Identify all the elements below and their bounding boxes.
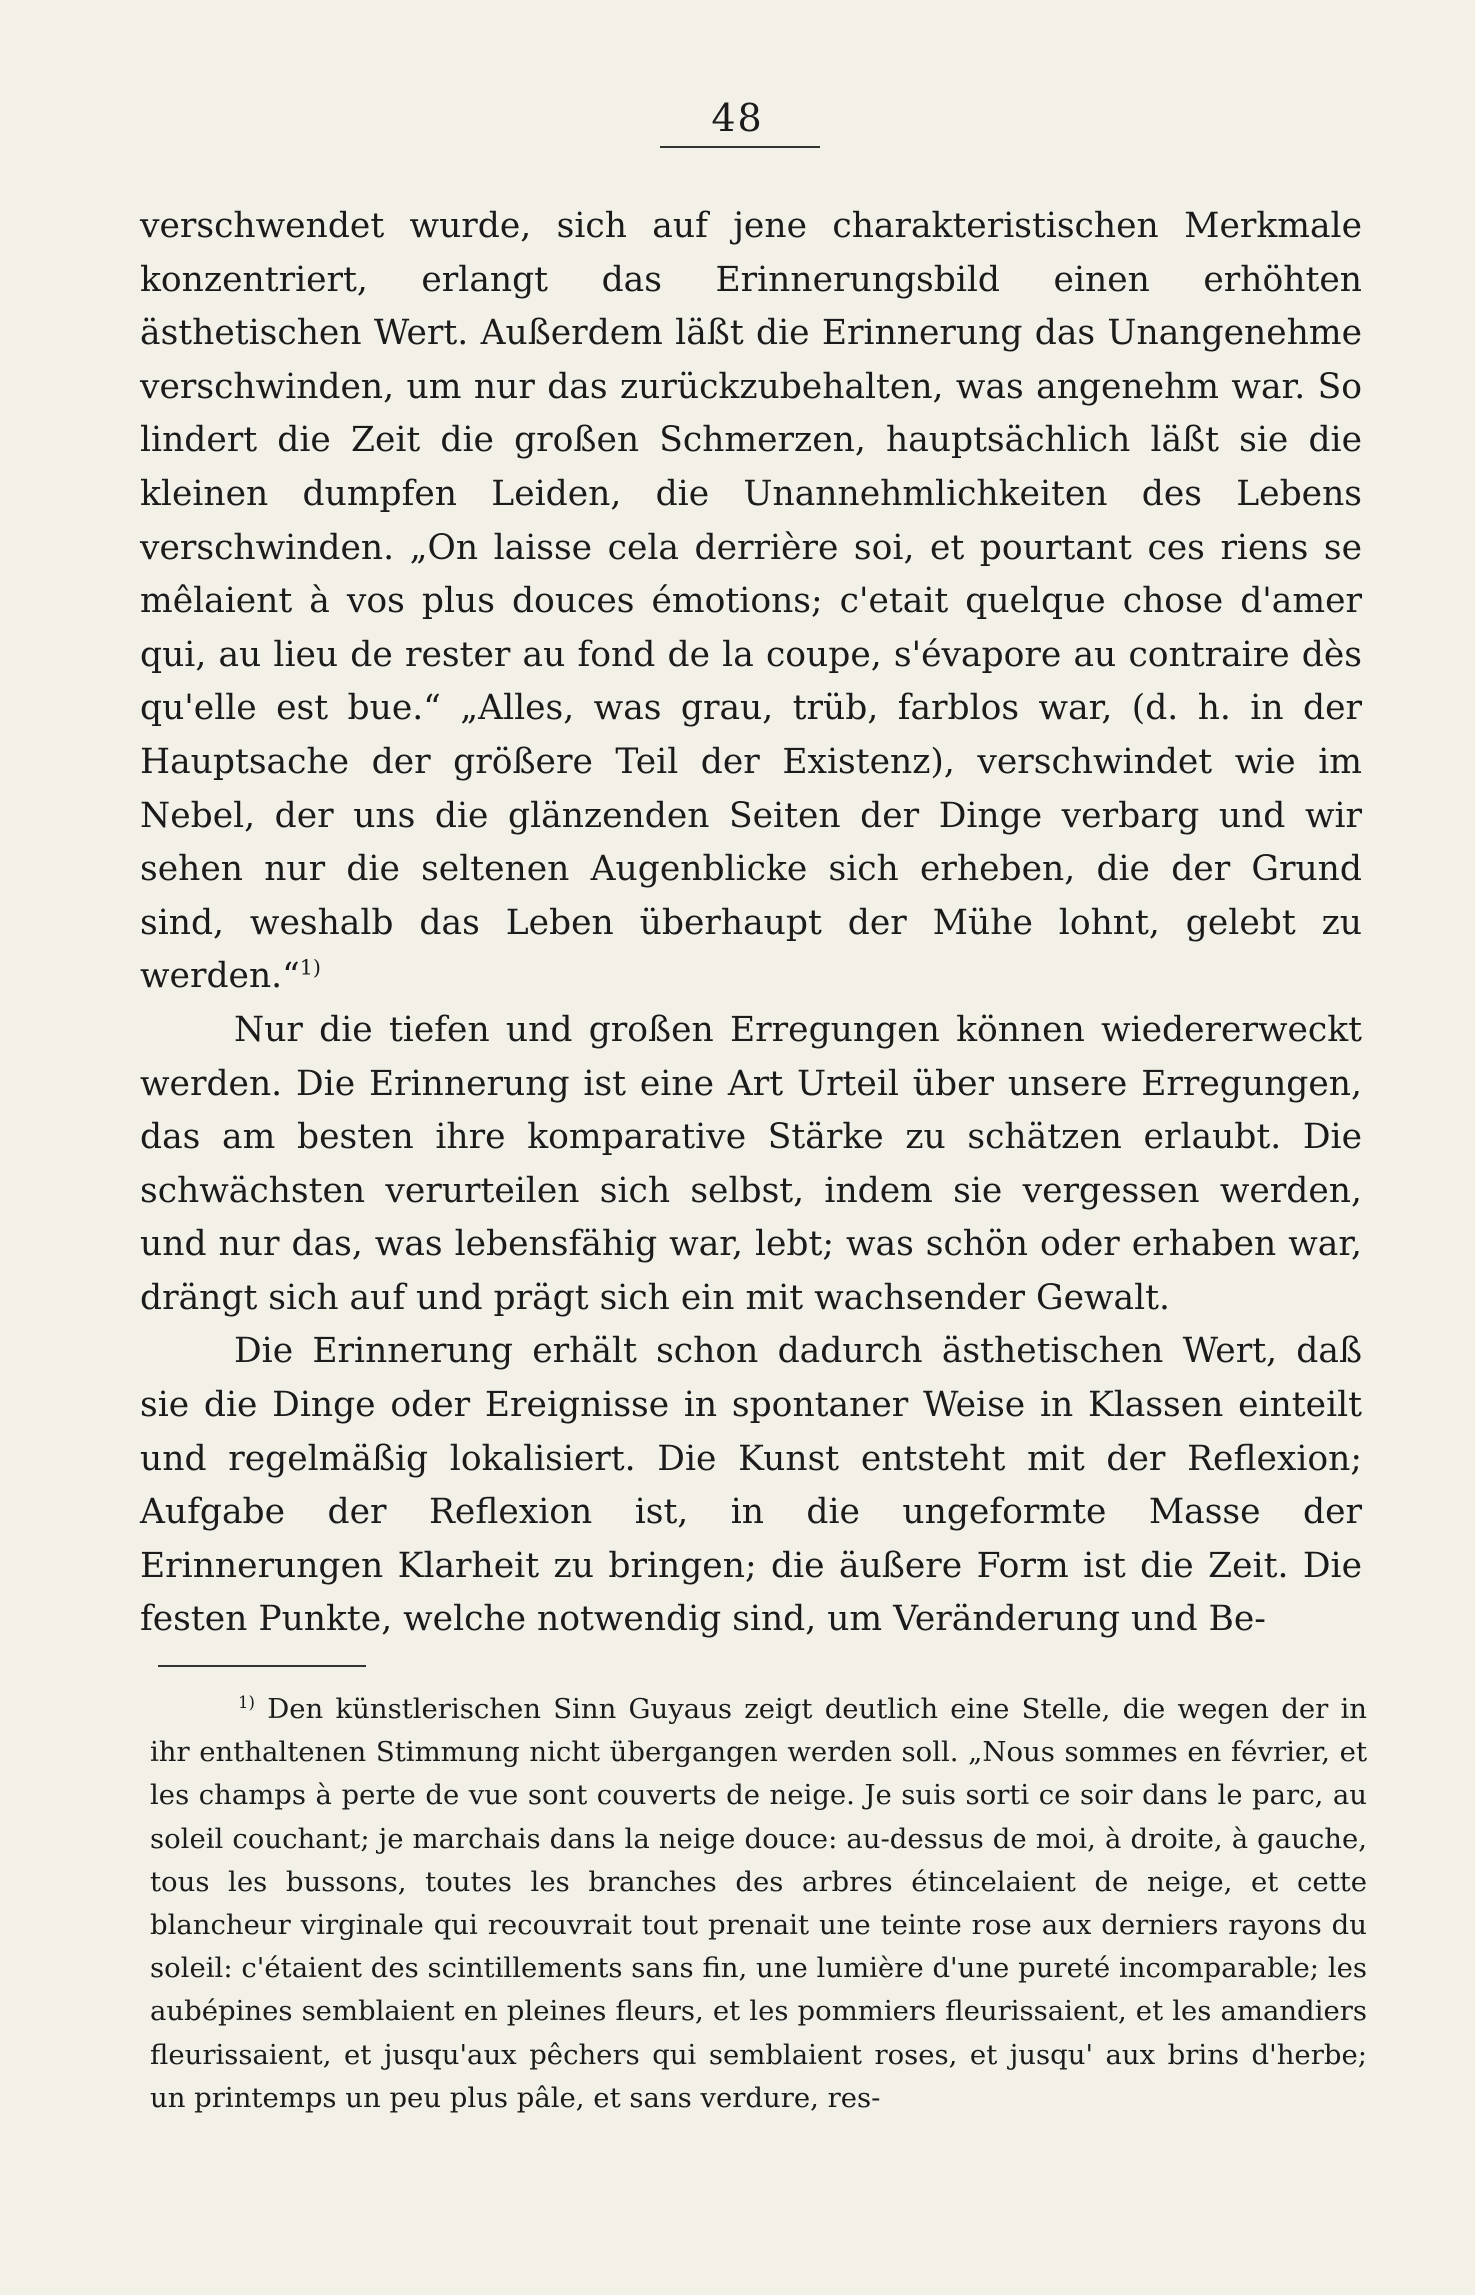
paragraph-2: Nur die tiefen und großen Erregungen können wiedererweckt werden. Die Erinnerung ist eine Art Urteil über unsere Erregungen, das am besten ihre komparative Stärke zu schätzen erlaubt. Die schwächsten verurteilen sich selbst, indem sie vergessen werden, und nur das, was lebensfähig war, lebt; was schön oder erhaben war, drängt sich auf und prägt sich ein mit wachsender Gewalt.	[140, 1009, 1362, 1318]
footnote	[150, 1688, 1367, 2120]
body-text	[140, 200, 1362, 1647]
footnote-rule	[158, 1665, 366, 1667]
footnote-marker: 1)	[238, 1693, 255, 1713]
footnote-paragraph	[150, 1688, 1367, 2120]
header-rule	[660, 146, 820, 148]
page-number: 48	[711, 96, 764, 140]
paragraph-1-text: verschwendet wurde, sich auf jene charakteristischen Merkmale konzentriert, erlangt das Erinnerungsbild einen erhöhten ästhetischen Wert. Außerdem läßt die Erinnerung das Unangenehme verschwinden, um nur das zurückzubehalten, was angenehm war. So lindert die Zeit die großen Schmerzen, hauptsächlich läßt sie die kleinen dumpfen Leiden, die Unannehmlichkeiten des Lebens verschwinden. „On laisse cela derrière soi, et pourtant ces riens se mêlaient à vos plus douces émotions; c'etait quelque chose d'amer qui, au lieu de rester au fond de la coupe, s'évapore au contraire dès qu'elle est bue.“ „Alles, was grau, trüb, farblos war, (d. h. in der Hauptsache der größere Teil der Existenz), verschwindet wie im Nebel, der uns die glänzenden Seiten der Dinge verbarg und wir sehen nur die seltenen Augenblicke sich erheben, die der Grund sind, weshalb das Leben überhaupt der Mühe lohnt, gelebt zu werden.“	[140, 206, 1362, 997]
footnote-reference: 1)	[299, 955, 321, 980]
footnote-text: Den künstlerischen Sinn Guyaus zeigt deutlich eine Stelle, die wegen der in ihr enthaltenen Stimmung nicht übergangen werden soll. „Nous sommes en février, et les champs à perte de vue sont couverts de neige. Je suis sorti ce soir dans le parc, au soleil couchant; je marchais dans la neige douce: au-dessus de moi, à droite, à gauche, tous les bussons, toutes les branches des arbres étincelaient de neige, et cette blancheur virginale qui recouvrait tout prenait une teinte rose aux derniers rayons du soleil: c'étaient des scintillements sans fin, une lumière d'une pureté incomparable; les aubépines semblaient en pleines fleurs, et les pommiers fleurissaient, et les amandiers fleurissaient, et jusqu'aux pêchers qui semblaient roses, et jusqu' aux brins d'herbe; un printemps un peu plus pâle, et sans verdure, res-	[150, 1693, 1368, 2114]
paragraph-1	[140, 200, 1362, 1004]
paragraph-3: Die Erinnerung erhält schon dadurch ästhetischen Wert, daß sie die Dinge oder Ereignisse in spontaner Weise in Klassen einteilt und regelmäßig lokalisiert. Die Kunst entsteht mit der Reflexion; Aufgabe der Reflexion ist, in die ungeformte Masse der Erinnerungen Klarheit zu bringen; die äußere Form ist die Zeit. Die festen Punkte, welche notwendig sind, um Veränderung und Be-	[140, 1331, 1362, 1640]
